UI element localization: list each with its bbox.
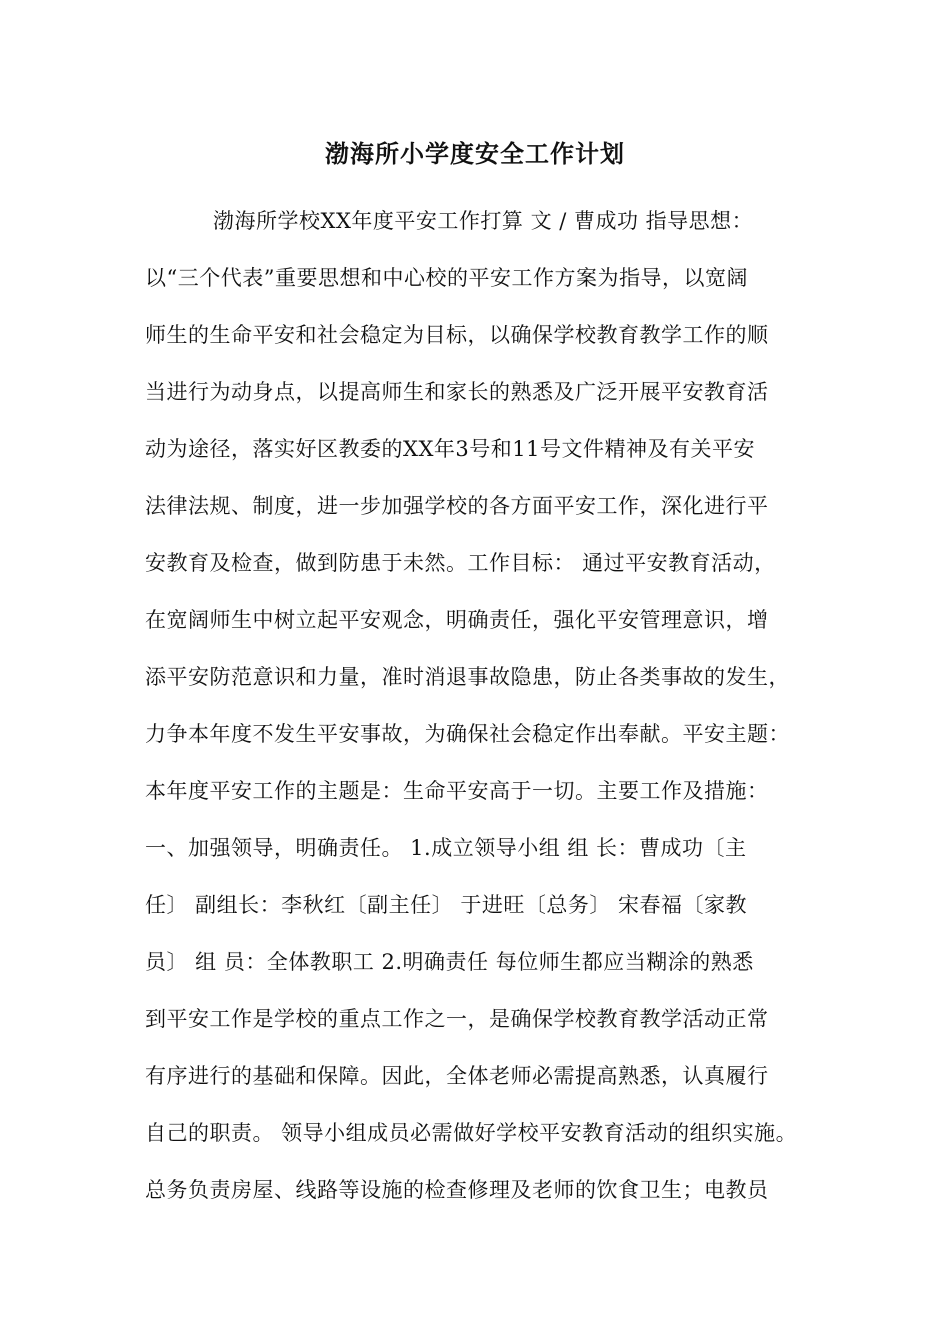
body-line: 在宽阔师生中树立起平安观念，明确责任，强化平安管理意识，增 — [145, 608, 769, 632]
body-line: 动为途径，落实好区教委的XX年3号和11号文件精神及有关平安 — [145, 437, 755, 461]
body-line: 自己的职责。 领导小组成员必需做好学校平安教育活动的组织实施。 — [145, 1121, 798, 1145]
body-line: 当进行为动身点，以提高师生和家长的熟悉及广泛开展平安教育活 — [145, 380, 769, 404]
body-line: 师生的生命平安和社会稳定为目标，以确保学校教育教学工作的顺 — [145, 323, 769, 347]
body-line: 添平安防范意识和力量，准时消退事故隐患，防止各类事故的发生， — [145, 665, 790, 689]
document-title: 渤海所小学度安全工作计划 — [325, 139, 625, 168]
body-line: 有序进行的基础和保障。因此，全体老师必需提高熟悉，认真履行 — [145, 1064, 769, 1088]
body-line: 力争本年度不发生平安事故，为确保社会稳定作出奉献。平安主题： — [145, 722, 790, 746]
body-line: 员〕 组 员：全体教职工 2.明确责任 每位师生都应当糊涂的熟悉 — [145, 950, 754, 974]
body-line: 以“三个代表”重要思想和中心校的平安工作方案为指导，以宽阔 — [145, 266, 748, 290]
body-line: 到平安工作是学校的重点工作之一，是确保学校教育教学活动正常 — [145, 1007, 769, 1031]
body-line: 本年度平安工作的主题是：生命平安高于一切。主要工作及措施： — [145, 779, 769, 803]
body-line: 一、加强领导，明确责任。 1.成立领导小组 组 长：曹成功〔主 — [145, 836, 747, 860]
body-line: 法律法规、制度，进一步加强学校的各方面平安工作，深化进行平 — [145, 494, 769, 518]
body-line: 安教育及检查，做到防患于未然。工作目标： 通过平安教育活动， — [145, 551, 776, 575]
body-line: 任〕 副组长：李秋红〔副主任〕 于进旺〔总务〕 宋春福〔家教 — [145, 893, 748, 917]
body-line: 总务负责房屋、线路等设施的检查修理及老师的饮食卫生；电教员 — [145, 1178, 769, 1202]
body-line: 渤海所学校XX年度平安工作打算 文 / 曹成功 指导思想： — [213, 209, 754, 233]
